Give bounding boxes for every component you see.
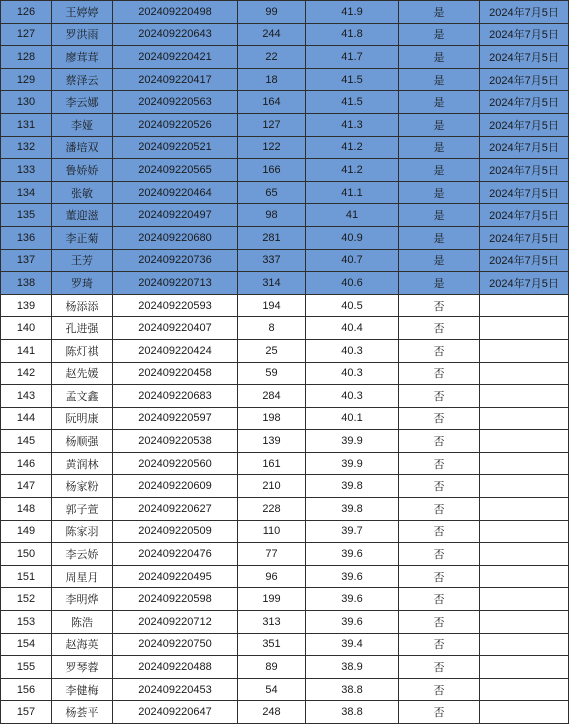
cell-value[interactable]: 40.7 [306,249,399,272]
cell-id[interactable]: 202409220680 [113,226,238,249]
cell-score[interactable]: 65 [238,181,306,204]
cell-date[interactable] [480,701,569,724]
cell-status[interactable]: 否 [399,656,480,679]
cell-value[interactable]: 40.3 [306,385,399,408]
cell-id[interactable]: 202409220464 [113,181,238,204]
cell-value[interactable]: 38.8 [306,701,399,724]
cell-status[interactable]: 否 [399,452,480,475]
cell-id[interactable]: 202409220538 [113,430,238,453]
cell-name[interactable]: 孔进强 [52,317,113,340]
cell-date[interactable] [480,294,569,317]
cell-value[interactable]: 41 [306,204,399,227]
cell-score[interactable]: 25 [238,339,306,362]
cell-rank[interactable]: 137 [1,249,52,272]
table-row [1,543,569,566]
cell-name[interactable]: 廖茸茸 [52,46,113,69]
table-row [1,249,569,272]
cell-name[interactable]: 潘培双 [52,136,113,159]
cell-name[interactable]: 赵海英 [52,633,113,656]
cell-date[interactable]: 2024年7月5日 [480,113,569,136]
table-row [1,611,569,634]
cell-value[interactable]: 40.9 [306,226,399,249]
cell-status[interactable]: 否 [399,385,480,408]
cell-status[interactable]: 是 [399,136,480,159]
cell-status[interactable]: 否 [399,611,480,634]
cell-rank[interactable]: 145 [1,430,52,453]
cell-date[interactable] [480,475,569,498]
cell-rank[interactable]: 142 [1,362,52,385]
cell-date[interactable]: 2024年7月5日 [480,1,569,24]
cell-name[interactable]: 阮明康 [52,407,113,430]
cell-name[interactable]: 罗琴蓉 [52,656,113,679]
cell-id[interactable]: 202409220598 [113,588,238,611]
cell-date[interactable] [480,656,569,679]
table-row [1,656,569,679]
cell-id[interactable]: 202409220712 [113,611,238,634]
cell-name[interactable]: 李明烨 [52,588,113,611]
table-row [1,452,569,475]
cell-id[interactable]: 202409220476 [113,543,238,566]
cell-score[interactable]: 313 [238,611,306,634]
cell-status[interactable]: 否 [399,565,480,588]
cell-rank[interactable]: 141 [1,339,52,362]
table-row [1,498,569,521]
table-row [1,430,569,453]
cell-id[interactable]: 202409220713 [113,272,238,295]
cell-status[interactable]: 是 [399,249,480,272]
cell-date[interactable] [480,339,569,362]
cell-score[interactable]: 228 [238,498,306,521]
cell-value[interactable]: 39.4 [306,633,399,656]
cell-value[interactable]: 39.7 [306,520,399,543]
cell-score[interactable]: 199 [238,588,306,611]
cell-value[interactable]: 40.3 [306,362,399,385]
cell-status[interactable]: 是 [399,204,480,227]
cell-id[interactable]: 202409220488 [113,656,238,679]
cell-score[interactable]: 18 [238,68,306,91]
cell-name[interactable]: 张敏 [52,181,113,204]
cell-status[interactable]: 否 [399,317,480,340]
cell-rank[interactable]: 143 [1,385,52,408]
cell-value[interactable]: 39.8 [306,475,399,498]
cell-rank[interactable]: 153 [1,611,52,634]
cell-id[interactable]: 202409220609 [113,475,238,498]
cell-id[interactable]: 202409220521 [113,136,238,159]
cell-date[interactable]: 2024年7月5日 [480,249,569,272]
cell-value[interactable]: 38.8 [306,678,399,701]
cell-rank[interactable]: 147 [1,475,52,498]
cell-id[interactable]: 202409220593 [113,294,238,317]
cell-score[interactable]: 110 [238,520,306,543]
table-row [1,339,569,362]
cell-rank[interactable]: 132 [1,136,52,159]
cell-date[interactable] [480,362,569,385]
cell-rank[interactable]: 134 [1,181,52,204]
cell-id[interactable]: 202409220498 [113,1,238,24]
cell-score[interactable]: 127 [238,113,306,136]
cell-id[interactable]: 202409220509 [113,520,238,543]
cell-name[interactable]: 周星月 [52,565,113,588]
cell-status[interactable]: 否 [399,339,480,362]
cell-id[interactable]: 202409220424 [113,339,238,362]
cell-status[interactable]: 是 [399,1,480,24]
table-row [1,317,569,340]
table-row [1,136,569,159]
table-row [1,159,569,182]
cell-status[interactable]: 否 [399,543,480,566]
cell-id[interactable]: 202409220495 [113,565,238,588]
cell-rank[interactable]: 154 [1,633,52,656]
cell-date[interactable] [480,565,569,588]
cell-status[interactable]: 是 [399,272,480,295]
cell-score[interactable]: 164 [238,91,306,114]
table-row [1,633,569,656]
cell-value[interactable]: 41.7 [306,46,399,69]
cell-score[interactable]: 248 [238,701,306,724]
cell-name[interactable]: 罗洪雨 [52,23,113,46]
cell-id[interactable]: 202409220526 [113,113,238,136]
cell-id[interactable]: 202409220647 [113,701,238,724]
cell-score[interactable]: 244 [238,23,306,46]
cell-date[interactable]: 2024年7月5日 [480,159,569,182]
cell-status[interactable]: 是 [399,226,480,249]
cell-value[interactable]: 38.9 [306,656,399,679]
cell-status[interactable]: 否 [399,701,480,724]
table-row [1,678,569,701]
cell-rank[interactable]: 127 [1,23,52,46]
cell-status[interactable]: 是 [399,68,480,91]
cell-id[interactable]: 202409220565 [113,159,238,182]
cell-name[interactable]: 李健梅 [52,678,113,701]
cell-score[interactable]: 98 [238,204,306,227]
table-row [1,68,569,91]
cell-rank[interactable]: 149 [1,520,52,543]
cell-name[interactable]: 陈浩 [52,611,113,634]
table-row [1,385,569,408]
cell-rank[interactable]: 136 [1,226,52,249]
cell-score[interactable]: 8 [238,317,306,340]
cell-id[interactable]: 202409220453 [113,678,238,701]
cell-value[interactable]: 40.3 [306,339,399,362]
cell-status[interactable]: 否 [399,475,480,498]
cell-date[interactable] [480,633,569,656]
cell-value[interactable]: 39.6 [306,588,399,611]
cell-id[interactable]: 202409220458 [113,362,238,385]
cell-value[interactable]: 41.2 [306,159,399,182]
cell-score[interactable]: 22 [238,46,306,69]
cell-score[interactable]: 96 [238,565,306,588]
cell-status[interactable]: 否 [399,678,480,701]
table-body [1,1,569,724]
table-row [1,204,569,227]
cell-value[interactable]: 39.8 [306,498,399,521]
cell-date[interactable] [480,407,569,430]
cell-status[interactable]: 否 [399,362,480,385]
cell-id[interactable]: 202409220597 [113,407,238,430]
cell-score[interactable]: 198 [238,407,306,430]
cell-date[interactable]: 2024年7月5日 [480,91,569,114]
cell-score[interactable]: 99 [238,1,306,24]
cell-id[interactable]: 202409220497 [113,204,238,227]
cell-id[interactable]: 202409220563 [113,91,238,114]
cell-date[interactable]: 2024年7月5日 [480,272,569,295]
cell-rank[interactable]: 156 [1,678,52,701]
table-row [1,294,569,317]
table-row [1,226,569,249]
table-row [1,701,569,724]
cell-rank[interactable]: 128 [1,46,52,69]
cell-rank[interactable]: 140 [1,317,52,340]
cell-rank[interactable]: 129 [1,68,52,91]
cell-value[interactable]: 39.6 [306,543,399,566]
cell-value[interactable]: 41.9 [306,1,399,24]
cell-value[interactable]: 41.5 [306,91,399,114]
cell-name[interactable]: 杨家粉 [52,475,113,498]
cell-score[interactable]: 59 [238,362,306,385]
cell-date[interactable] [480,588,569,611]
table-row [1,475,569,498]
cell-date[interactable] [480,543,569,566]
cell-name[interactable]: 李娅 [52,113,113,136]
table-row [1,588,569,611]
cell-id[interactable]: 202409220750 [113,633,238,656]
table-row [1,1,569,24]
cell-rank[interactable]: 150 [1,543,52,566]
cell-rank[interactable]: 144 [1,407,52,430]
cell-rank[interactable]: 135 [1,204,52,227]
cell-rank[interactable]: 152 [1,588,52,611]
cell-value[interactable]: 40.1 [306,407,399,430]
cell-name[interactable]: 李云娜 [52,91,113,114]
cell-name[interactable]: 鲁娇娇 [52,159,113,182]
cell-score[interactable]: 54 [238,678,306,701]
cell-rank[interactable]: 139 [1,294,52,317]
cell-name[interactable]: 王芳 [52,249,113,272]
table-row [1,272,569,295]
cell-date[interactable]: 2024年7月5日 [480,23,569,46]
cell-rank[interactable]: 130 [1,91,52,114]
cell-date[interactable] [480,385,569,408]
table-row [1,181,569,204]
cell-score[interactable]: 351 [238,633,306,656]
cell-status[interactable]: 是 [399,23,480,46]
cell-name[interactable]: 李云娇 [52,543,113,566]
cell-status[interactable]: 是 [399,46,480,69]
cell-value[interactable]: 41.1 [306,181,399,204]
cell-status[interactable]: 否 [399,633,480,656]
cell-id[interactable]: 202409220643 [113,23,238,46]
cell-name[interactable]: 李正菊 [52,226,113,249]
cell-name[interactable]: 王婷婷 [52,1,113,24]
cell-date[interactable]: 2024年7月5日 [480,136,569,159]
cell-rank[interactable]: 146 [1,452,52,475]
cell-name[interactable]: 郭子萱 [52,498,113,521]
table-row [1,362,569,385]
cell-name[interactable]: 罗琦 [52,272,113,295]
cell-status[interactable]: 否 [399,430,480,453]
cell-date[interactable] [480,317,569,340]
cell-score[interactable]: 194 [238,294,306,317]
cell-rank[interactable]: 133 [1,159,52,182]
cell-name[interactable]: 孟文鑫 [52,385,113,408]
cell-value[interactable]: 41.8 [306,23,399,46]
cell-status[interactable]: 是 [399,91,480,114]
cell-name[interactable]: 陈家羽 [52,520,113,543]
cell-score[interactable]: 314 [238,272,306,295]
cell-score[interactable]: 210 [238,475,306,498]
cell-date[interactable]: 2024年7月5日 [480,181,569,204]
table-row [1,407,569,430]
cell-name[interactable]: 董迎滋 [52,204,113,227]
cell-value[interactable]: 40.4 [306,317,399,340]
cell-value[interactable]: 40.5 [306,294,399,317]
cell-value[interactable]: 39.6 [306,565,399,588]
cell-name[interactable]: 赵先媛 [52,362,113,385]
cell-value[interactable]: 41.5 [306,68,399,91]
cell-date[interactable] [480,452,569,475]
cell-value[interactable]: 41.2 [306,136,399,159]
cell-id[interactable]: 202409220417 [113,68,238,91]
table-row [1,46,569,69]
table-row [1,113,569,136]
cell-rank[interactable]: 131 [1,113,52,136]
cell-rank[interactable]: 155 [1,656,52,679]
cell-name[interactable]: 蔡泽云 [52,68,113,91]
table-row [1,91,569,114]
cell-date[interactable] [480,611,569,634]
cell-name[interactable]: 陈灯祺 [52,339,113,362]
table-row [1,565,569,588]
cell-rank[interactable]: 138 [1,272,52,295]
table-row [1,23,569,46]
cell-name[interactable]: 杨添添 [52,294,113,317]
cell-status[interactable]: 否 [399,520,480,543]
cell-score[interactable]: 77 [238,543,306,566]
cell-date[interactable] [480,520,569,543]
cell-rank[interactable]: 148 [1,498,52,521]
cell-status[interactable]: 否 [399,407,480,430]
cell-rank[interactable]: 151 [1,565,52,588]
cell-value[interactable]: 39.9 [306,430,399,453]
cell-date[interactable] [480,498,569,521]
cell-value[interactable]: 40.6 [306,272,399,295]
cell-rank[interactable]: 126 [1,1,52,24]
cell-id[interactable]: 202409220683 [113,385,238,408]
cell-date[interactable]: 2024年7月5日 [480,204,569,227]
cell-value[interactable]: 41.3 [306,113,399,136]
cell-name[interactable]: 杨荟平 [52,701,113,724]
cell-date[interactable] [480,678,569,701]
cell-value[interactable]: 39.9 [306,452,399,475]
cell-status[interactable]: 是 [399,159,480,182]
cell-date[interactable]: 2024年7月5日 [480,68,569,91]
cell-id[interactable]: 202409220407 [113,317,238,340]
cell-score[interactable]: 161 [238,452,306,475]
cell-status[interactable]: 否 [399,588,480,611]
cell-score[interactable]: 337 [238,249,306,272]
cell-value[interactable]: 39.6 [306,611,399,634]
cell-rank[interactable]: 157 [1,701,52,724]
cell-score[interactable]: 281 [238,226,306,249]
cell-name[interactable]: 杨顺强 [52,430,113,453]
cell-status[interactable]: 是 [399,113,480,136]
cell-id[interactable]: 202409220627 [113,498,238,521]
cell-score[interactable]: 122 [238,136,306,159]
table-row [1,520,569,543]
cell-id[interactable]: 202409220736 [113,249,238,272]
cell-score[interactable]: 284 [238,385,306,408]
cell-date[interactable] [480,430,569,453]
cell-date[interactable]: 2024年7月5日 [480,46,569,69]
cell-date[interactable]: 2024年7月5日 [480,226,569,249]
cell-name[interactable]: 黄润林 [52,452,113,475]
cell-status[interactable]: 否 [399,498,480,521]
cell-score[interactable]: 166 [238,159,306,182]
cell-status[interactable]: 否 [399,294,480,317]
cell-id[interactable]: 202409220560 [113,452,238,475]
cell-score[interactable]: 89 [238,656,306,679]
cell-score[interactable]: 139 [238,430,306,453]
cell-status[interactable]: 是 [399,181,480,204]
cell-id[interactable]: 202409220421 [113,46,238,69]
